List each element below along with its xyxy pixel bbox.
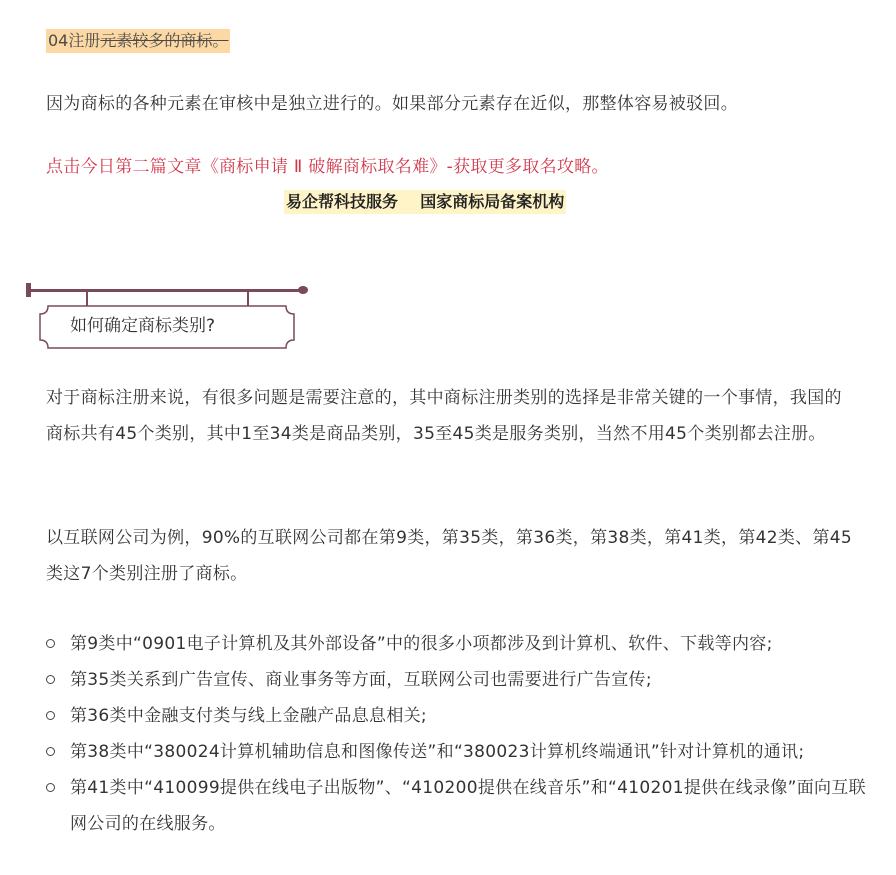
rod-end-right (298, 286, 308, 294)
category-list (0, 626, 872, 842)
article-link[interactable]: 点击今日第二篇文章《商标申请 Ⅱ 破解商标取名难》-获取更多取名攻略。 (46, 157, 609, 177)
paragraph-categories: 对于商标注册来说，有很多问题是需要注意的，其中商标注册类别的选择是非常关键的一个事情，我国的商标共有45个类别，其中1至34类是商品类别，35至45类是服务类别，当然不用45个类别都去注册。 (46, 388, 842, 444)
heading-number: 04注册 (48, 31, 101, 50)
list-item: 第36类中金融支付类与线上金融产品息息相关; (0, 698, 872, 734)
list-item: 第41类中“410099提供在线电子出版物”、“410200提供在线音乐”和“410201提供在线录像”面向互联网公司的在线服务。 (0, 770, 872, 842)
bullet-icon (46, 711, 55, 720)
bullet-icon (46, 783, 55, 792)
list-item: 第38类中“380024计算机辅助信息和图像传送”和“380023计算机终端通讯”针对计算机的通讯; (0, 734, 872, 770)
intro-paragraph: 因为商标的各种元素在审核中是独立进行的。如果部分元素存在近似，那整体容易被驳回。 (46, 94, 738, 114)
list-item: 第9类中“0901电子计算机及其外部设备”中的很多小项都涉及到计算机、软件、下载等内容; (0, 626, 872, 662)
section-title: 如何确定商标类别? (70, 316, 216, 336)
hanging-rod (30, 289, 304, 292)
bullet-icon (46, 675, 55, 684)
bullet-icon (46, 747, 55, 756)
heading-struck-text: 元素较多的商标。 (100, 31, 229, 50)
section-heading-04 (46, 29, 230, 53)
company-notice: 易企帮科技服务 国家商标局备案机构 (284, 190, 566, 214)
bullet-icon (46, 639, 55, 648)
list-item: 第35类关系到广告宣传、商业事务等方面，互联网公司也需要进行广告宣传; (0, 662, 872, 698)
paragraph-internet-example: 以互联网公司为例，90%的互联网公司都在第9类，第35类，第36类，第38类，第41类，第42类、第45类这7个类别注册了商标。 (46, 528, 852, 584)
